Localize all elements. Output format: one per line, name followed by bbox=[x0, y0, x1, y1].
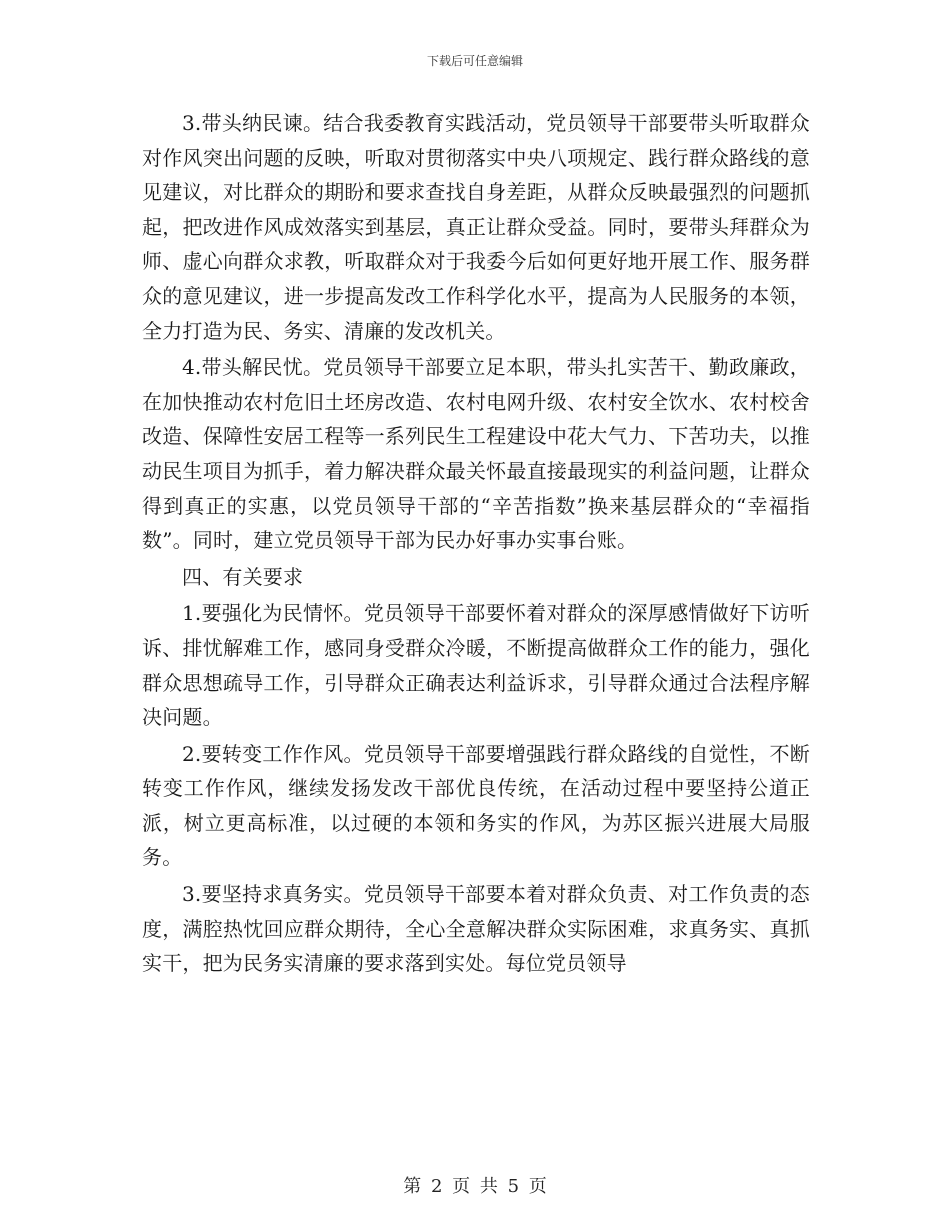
section-heading-requirements: 四、有关要求 bbox=[182, 564, 304, 589]
document-body bbox=[142, 106, 810, 981]
paragraph-req-1: 1.要强化为民情怀。党员领导干部要怀着对群众的深厚感情做好下访听诉、排忧解难工作，感同身受群众冷暖，不断提高做群众工作的能力，强化群众思想疏导工作，引导群众正确表达利益诉求，引导群众通过合法程序解决问题。 bbox=[142, 601, 810, 730]
paragraph-req-3: 3.要坚持求真务实。党员领导干部要本着对群众负责、对工作负责的态度，满腔热忱回应群众期待，全心全意解决群众实际困难，求真务实、真抓实干，把为民务实清廉的要求落到实处。每位党员领导 bbox=[142, 882, 810, 976]
paragraph-3-accept-advice: 3.带头纳民谏。结合我委教育实践活动，党员领导干部要带头听取群众对作风突出问题的反映，听取对贯彻落实中央八项规定、践行群众路线的意见建议，对比群众的期盼和要求查找自身差距，从群众反映最强烈的问题抓起，把改进作风成效落实到基层，真正让群众受益。同时，要带头拜群众为师、虚心向群众求教，听取群众对于我委今后如何更好地开展工作、服务群众的意见建议，进一步提高发改工作科学化水平，提高为人民服务的本领，全力打造为民、务实、清廉的发改机关。 bbox=[142, 111, 810, 343]
paragraph-req-2: 2.要转变工作作风。党员领导干部要增强践行群众路线的自觉性，不断转变工作作风，继续发扬发改干部优良传统，在活动过程中要坚持公道正派，树立更高标准，以过硬的本领和务实的作风，为苏区振兴进展大局服务。 bbox=[142, 741, 810, 870]
page-header-note: 下载后可任意编辑 bbox=[426, 54, 523, 68]
page-number: 第 2 页 共 5 页 bbox=[403, 1176, 547, 1197]
paragraph-4-relieve-worries: 4.带头解民忧。党员领导干部要立足本职，带头扎实苦干、勤政廉政，在加快推动农村危旧土坯房改造、农村电网升级、农村安全饮水、农村校舍改造、保障性安居工程等一系列民生工程建设中花大气力、下苦功夫，以推动民生项目为抓手，着力解决群众最关怀最直接最现实的利益问题，让群众得到真正的实惠，以党员领导干部的“辛苦指数”换来基层群众的“幸福指数”。同时，建立党员领导干部为民办好事办实事台账。 bbox=[142, 355, 810, 553]
